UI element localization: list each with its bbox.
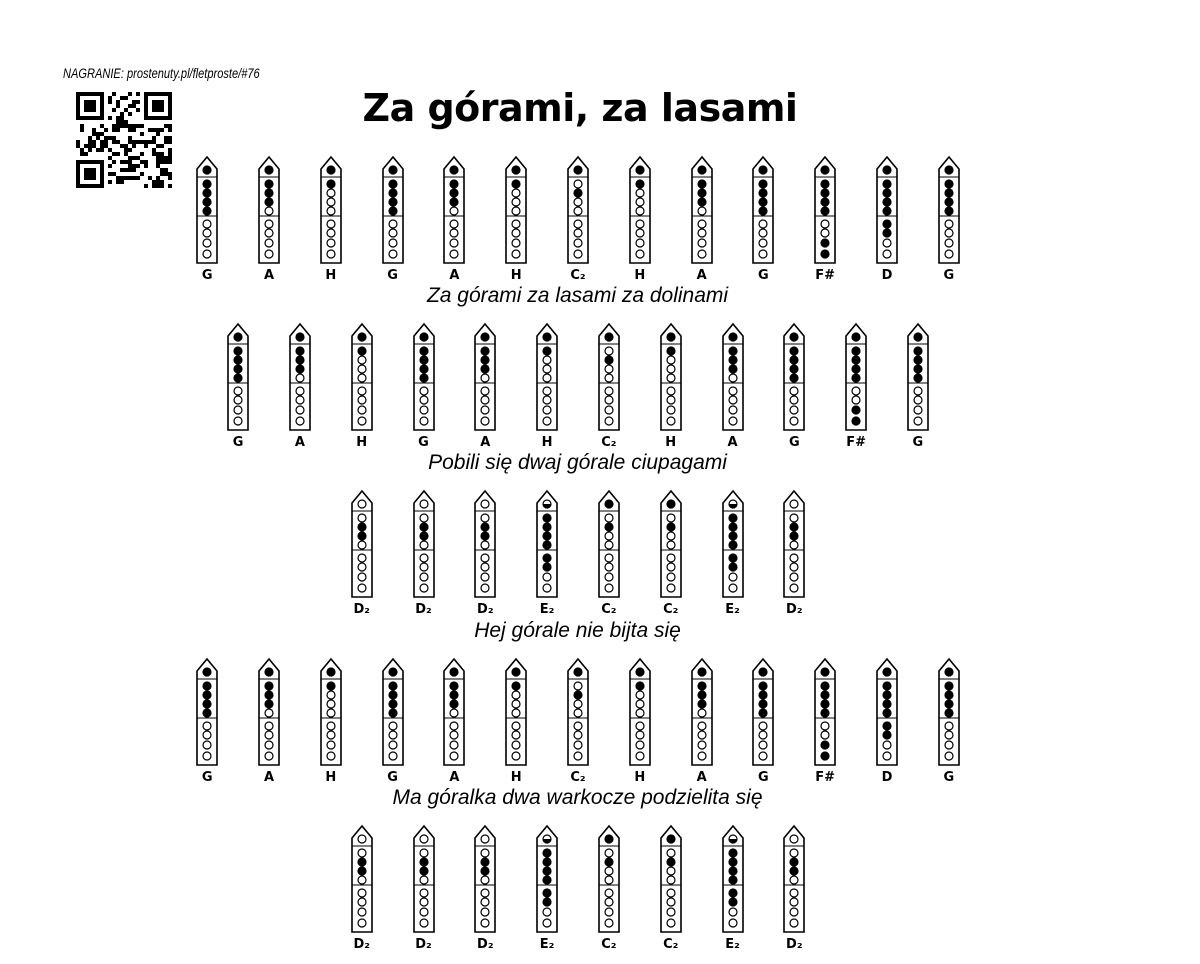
recorder-fingering-icon xyxy=(690,155,714,279)
note-label: H xyxy=(510,770,522,785)
recorder-fingering-icon xyxy=(195,657,219,781)
recorder-fingering-icon xyxy=(875,155,899,279)
recorder-fingering-icon xyxy=(597,824,621,948)
note-label: E₂ xyxy=(725,937,740,952)
fingering-row xyxy=(0,155,1200,295)
recorder-fingering-icon xyxy=(473,489,497,613)
note-label: H xyxy=(325,770,337,785)
recorder-fingering-icon xyxy=(350,489,374,613)
note-label: G xyxy=(418,435,429,450)
note-label: A xyxy=(263,268,275,283)
note-label: C₂ xyxy=(663,937,679,952)
recorder-fingering-icon xyxy=(288,322,312,446)
recorder-fingering-icon xyxy=(875,657,899,781)
recorder-fingering-icon xyxy=(782,489,806,613)
note-label: G xyxy=(943,770,955,785)
note-label: E₂ xyxy=(539,937,555,952)
fingering-row xyxy=(0,657,1200,797)
recorder-fingering-icon xyxy=(782,824,806,948)
recorder-fingering-icon xyxy=(257,657,281,781)
recorder-fingering-icon xyxy=(751,155,775,279)
note-label: C₂ xyxy=(601,937,617,952)
recorder-fingering-icon xyxy=(721,489,745,613)
recording-link[interactable]: NAGRANIE: prostenuty.pl/fletproste/#76 xyxy=(63,66,260,81)
recorder-fingering-icon xyxy=(906,322,930,446)
note-label: C₂ xyxy=(601,602,617,617)
note-label: H xyxy=(665,435,677,450)
recorder-fingering-icon xyxy=(659,489,683,613)
note-label: D₂ xyxy=(353,937,370,952)
note-label: G xyxy=(943,268,955,283)
lyric-line: Pobili się dwaj górale ciupagami xyxy=(428,451,727,474)
recorder-fingering-icon xyxy=(504,155,528,279)
recorder-fingering-icon xyxy=(412,824,436,948)
recorder-fingering-icon xyxy=(195,155,219,279)
note-label: G xyxy=(232,435,244,450)
note-label: A xyxy=(263,770,275,785)
recorder-fingering-icon xyxy=(751,657,775,781)
recorder-fingering-icon xyxy=(319,657,343,781)
note-label: H xyxy=(634,770,646,785)
note-label: H xyxy=(325,268,337,283)
note-label: A xyxy=(727,435,738,450)
recorder-fingering-icon xyxy=(628,657,652,781)
note-label: F# xyxy=(815,770,836,785)
recorder-fingering-icon xyxy=(937,657,961,781)
recorder-fingering-icon xyxy=(412,322,436,446)
recorder-fingering-icon xyxy=(535,824,559,948)
note-label: H xyxy=(510,268,522,283)
recorder-fingering-icon xyxy=(535,322,559,446)
note-label: D₂ xyxy=(415,937,432,952)
recorder-fingering-icon xyxy=(566,657,590,781)
note-label: D₂ xyxy=(477,937,494,952)
fingering-row xyxy=(0,322,1200,462)
note-label: H xyxy=(356,435,368,450)
recorder-fingering-icon xyxy=(628,155,652,279)
recorder-fingering-icon xyxy=(442,657,466,781)
note-label: G xyxy=(788,435,800,450)
recorder-fingering-icon xyxy=(721,824,745,948)
recorder-fingering-icon xyxy=(659,322,683,446)
recorder-fingering-icon xyxy=(844,322,868,446)
recorder-fingering-icon xyxy=(782,322,806,446)
recorder-fingering-icon xyxy=(257,155,281,279)
recorder-fingering-icon xyxy=(597,322,621,446)
note-label: A xyxy=(294,435,305,450)
note-label: A xyxy=(696,770,707,785)
note-label: C₂ xyxy=(570,268,586,283)
recorder-fingering-icon xyxy=(813,657,837,781)
note-label: G xyxy=(758,770,769,785)
recorder-fingering-icon xyxy=(937,155,961,279)
recorder-fingering-icon xyxy=(597,489,621,613)
recorder-fingering-icon xyxy=(813,155,837,279)
note-label: H xyxy=(541,435,553,450)
note-label: E₂ xyxy=(539,602,555,617)
note-label: D₂ xyxy=(786,937,803,952)
recorder-fingering-icon xyxy=(566,155,590,279)
note-label: C₂ xyxy=(570,770,586,785)
note-label: A xyxy=(696,268,707,283)
recorder-fingering-icon xyxy=(412,489,436,613)
recorder-fingering-icon xyxy=(504,657,528,781)
recorder-fingering-icon xyxy=(381,155,405,279)
note-label: F# xyxy=(846,435,866,450)
note-label: G xyxy=(201,268,213,283)
note-label: G xyxy=(387,770,398,785)
recorder-fingering-icon xyxy=(226,322,250,446)
recorder-fingering-icon xyxy=(350,322,374,446)
lyric-line: Ma góralka dwa warkocze podzielita się xyxy=(392,786,763,809)
note-label: G xyxy=(387,268,398,283)
note-label: G xyxy=(912,435,924,450)
recorder-fingering-icon xyxy=(319,155,343,279)
note-label: D₂ xyxy=(477,602,494,617)
note-label: D₂ xyxy=(786,602,803,617)
fingering-row xyxy=(0,824,1200,964)
lyric-line: Hej górale nie bijta się xyxy=(474,619,681,642)
recorder-fingering-icon xyxy=(659,824,683,948)
page-title: Za górami, za lasami xyxy=(362,86,798,130)
note-label: D₂ xyxy=(415,602,432,617)
recorder-fingering-icon xyxy=(381,657,405,781)
note-label: H xyxy=(634,268,646,283)
note-label: A xyxy=(449,268,460,283)
note-label: C₂ xyxy=(601,435,617,450)
note-label: G xyxy=(201,770,213,785)
recorder-fingering-icon xyxy=(473,824,497,948)
fingering-row xyxy=(0,489,1200,629)
note-label: G xyxy=(758,268,769,283)
lyric-line: Za górami za lasami za dolinami xyxy=(426,284,729,307)
recorder-fingering-icon xyxy=(721,322,745,446)
note-label: D xyxy=(881,770,893,785)
note-label: D xyxy=(881,268,893,283)
note-label: F# xyxy=(815,268,836,283)
note-label: A xyxy=(480,435,491,450)
recorder-fingering-icon xyxy=(350,824,374,948)
recorder-fingering-icon xyxy=(535,489,559,613)
note-label: E₂ xyxy=(725,602,740,617)
recorder-fingering-icon xyxy=(442,155,466,279)
recorder-fingering-icon xyxy=(690,657,714,781)
note-label: D₂ xyxy=(353,602,370,617)
recorder-fingering-icon xyxy=(473,322,497,446)
note-label: A xyxy=(449,770,460,785)
note-label: C₂ xyxy=(663,602,679,617)
